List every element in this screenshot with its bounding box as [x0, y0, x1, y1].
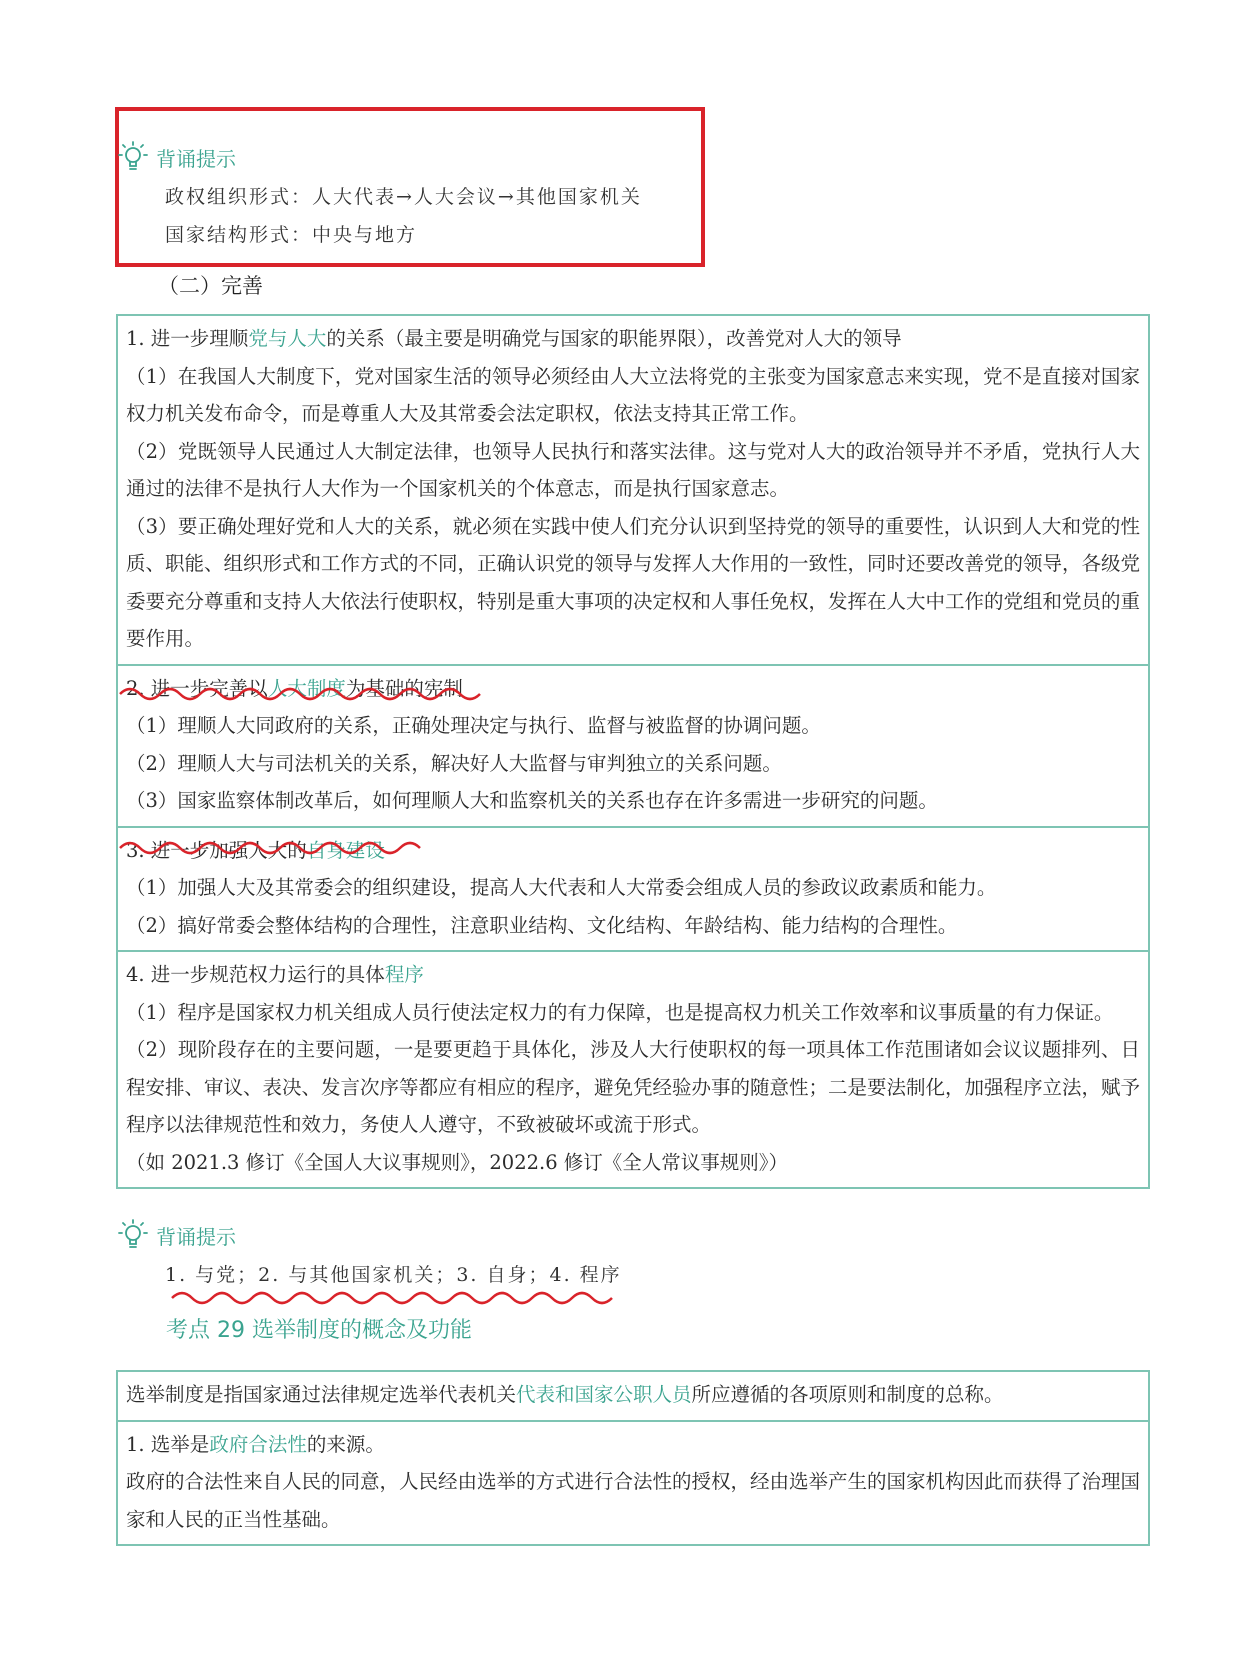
- row-paragraph: （2）党既领导人民通过人大制定法律，也领导人民执行和落实法律。这与党对人大的政治领导并不矛盾，党执行人大通过的法律不是执行人大作为一个国家机关的个体意志，而是执行国家意志。: [126, 439, 1140, 500]
- tip-title: 背诵提示: [156, 1224, 236, 1249]
- row-heading: 2. 进一步完善以人大制度为基础的宪制: [126, 676, 463, 700]
- row-paragraph: （3）要正确处理好党和人大的关系，就必须在实践中使人们充分认识到坚持党的领导的重要性，认识到人大和党的性质、职能、组织形式和工作方式的不同，正确认识党的领导与发挥人大作用的一致性，同时还要改善党的领导，各级党委要充分尊重和支持人大依法行使职权，特别是重大事项的决定权和人事任免权，发挥在人大中工作的党组和党员的重要作用。: [126, 514, 1141, 650]
- lightbulb-icon: [118, 140, 148, 174]
- row-paragraph: 政府的合法性来自人民的同意，人民经由选举的方式进行合法性的授权，经由选举产生的国家机构因此而获得了治理国家和人民的正当性基础。: [126, 1470, 1141, 1531]
- row-paragraph: （2）搞好常委会整体结构的合理性，注意职业结构、文化结构、年龄结构、能力结构的合理性。: [126, 913, 958, 937]
- row-heading: 1. 选举是政府合法性的来源。: [126, 1432, 385, 1456]
- table-row: [117, 1371, 1149, 1421]
- row-paragraph: （1）在我国人大制度下，党对国家生活的领导必须经由人大立法将党的主张变为国家意志来实现，党不是直接对国家权力机关发布命令，而是尊重人大及其常委会法定职权，依法支持其正常工作。: [126, 364, 1140, 425]
- table-row: [117, 951, 1149, 1188]
- tip-block-2: [118, 1218, 236, 1252]
- tip-header: [118, 1218, 236, 1252]
- row-heading: 4. 进一步规范权力运行的具体程序: [126, 963, 424, 986]
- tip-line-2: 国家结构形式：中央与地方: [165, 224, 418, 246]
- tip-line-1: 政权组织形式：人大代表→人大会议→其他国家机关: [165, 186, 642, 208]
- row-heading: 3. 进一步加强人大的自身建设: [126, 838, 385, 862]
- row-paragraph: （2）现阶段存在的主要问题，一是要更趋于具体化，涉及人大行使职权的每一项具体工作范围诸如会议议题排列、日程安排、审议、表决、发言次序等都应有相应的程序，避免凭经验办事的随意性；二是要法制化，加强程序立法，赋予程序以法律规范性和效力，务使人人遵守，不致被破坏或流于形式。: [126, 1038, 1141, 1136]
- table-row: [117, 1421, 1149, 1546]
- row-paragraph: 选举制度是指国家通过法律规定选举代表机关代表和国家公职人员所应遵循的各项原则和制度的总称。: [126, 1383, 1004, 1406]
- wavy-underline: [118, 684, 498, 704]
- row-paragraph: （1）程序是国家权力机关组成人员行使法定权力的有力保障，也是提高权力机关工作效率和议事质量的有力保证。: [126, 1000, 1114, 1024]
- content-table-1: [116, 314, 1150, 1189]
- wavy-underline: [118, 838, 428, 858]
- tip-line-1: 1. 与党；2. 与其他国家机关；3. 自身；4. 程序: [165, 1264, 622, 1286]
- lightbulb-icon: [118, 1218, 148, 1252]
- row-heading: 1. 进一步理顺党与人大的关系（最主要是明确党与国家的职能界限），改善党对人大的领导: [126, 327, 902, 350]
- row-paragraph: （3）国家监察体制改革后，如何理顺人大和监察机关的关系也存在许多需进一步研究的问题。: [126, 789, 938, 812]
- section-title: （二）完善: [158, 274, 263, 298]
- tip-header: [118, 140, 236, 174]
- wavy-underline: [170, 1288, 620, 1308]
- tip-title: 背诵提示: [156, 146, 236, 171]
- row-paragraph: （如 2021.3 修订《全国人大议事规则》，2022.6 修订《全人常议事规则》）: [126, 1150, 789, 1174]
- tip-block-1: [118, 140, 236, 174]
- content-table-2: [116, 1370, 1150, 1546]
- kaodian-title: 考点 29 选举制度的概念及功能: [166, 1318, 472, 1343]
- row-paragraph: （1）加强人大及其常委会的组织建设，提高人大代表和人大常委会组成人员的参政议政素质和能力。: [126, 876, 997, 899]
- row-paragraph: （1）理顺人大同政府的关系，正确处理决定与执行、监督与被监督的协调问题。: [126, 714, 821, 737]
- row-paragraph: （2）理顺人大与司法机关的关系，解决好人大监督与审判独立的关系问题。: [126, 751, 782, 775]
- table-row: [117, 315, 1149, 665]
